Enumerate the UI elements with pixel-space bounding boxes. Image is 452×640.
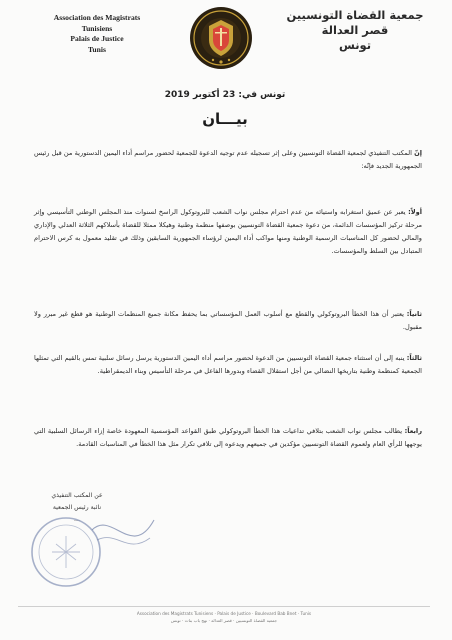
paragraph-lead: ثانياً: [406, 310, 422, 318]
paragraph-intro [34, 147, 422, 173]
signature-line: نائبة رئيس الجمعية [52, 504, 102, 511]
paragraph-second [34, 308, 422, 334]
header-ar-line: جمعية القضاة التونسيين [286, 8, 424, 22]
paragraph-fourth [34, 425, 422, 451]
footer-line: Association des Magistrats Tunisiens · Palais de Justice · Boulevard Bab Bnet · Tunis [136, 611, 312, 616]
paragraph-third [34, 352, 422, 378]
document-date: تونس في: 23 أكتوبر 2019 [164, 90, 286, 100]
paragraph-text: ينبه إلى أن استثناء جمعية القضاة التونسيين من الدعوة لحضور مراسم أداء اليمين الدستورية يرسل رسائل سلبية تمس بالقيم التي تمثلها الجمعية كمنظمة وطنية بتاريخها النضالي من أجل استقلال القضاء وبدورها الفاعل في مرحلة التأسيس وبناء الديمقراطية. [34, 354, 422, 375]
footer-divider [18, 606, 430, 607]
paragraph-text: يعبر عن عميق استغرابه واستيائه من عدم احترام مجلس نواب الشعب للبروتوكول الراسخ لسنوات منذ المجلس الوطني التأسيسي وإثر مرحلة تركيز المؤسسات الدائمة، من دعوة جمعية القضاة التونسيين بوصفها منظمة وطنية وهيكلا ممثلا للقضاة بأسلاكهم الثلاثة العدلي والإداري والمالي لحضور كل المناسبات الرسمية الوطنية ومنها مواكب أداء اليمين لرؤساء الجمهورية السابقين وذلك في تقليد معمول به كرس الاحترام المتبادل بين السلط والمؤسسات. [34, 208, 422, 255]
header-ar-line: تونس [338, 38, 372, 52]
paragraph-text: المكتب التنفيذي لجمعية القضاة التونسيين وعلى إثر تسجيله عدم توجيه الدعوة للجمعية لحضور مراسم أداء اليمين الدستورية من قبل رئيس الجمهورية الجديد فإنّه: [34, 149, 422, 170]
official-stamp-icon [22, 500, 162, 595]
footer-line: جمعية القضاة التونسيين · قصر العدالة · نهج باب بنات · تونس [170, 618, 278, 623]
signature-line: عن المكتب التنفيذي [51, 492, 103, 499]
footer [18, 610, 430, 624]
association-logo-icon [189, 6, 253, 70]
signature-line: ... [74, 516, 80, 523]
paragraph-first [34, 206, 422, 258]
paragraph-lead: إنّ [414, 149, 422, 157]
header-french [42, 13, 152, 55]
header-fr-line: Tunis [88, 44, 106, 54]
header-fr-line: Association des Magistrats [53, 13, 141, 22]
paragraph-text: يطالب مجلس نواب الشعب بتلافي تداعيات هذا الخطأ البروتوكولي طبق القواعد المؤسسية المعهودة خاصة إزاء الرسائل السلبية التي يوجهها للرأي العام ولعموم القضاة التونسيين مؤكدين في جميعهم ويدعوه إلى تلافي تكرار مثل هذا الخطأ في المناسبات القادمة. [34, 427, 422, 448]
header-ar-line: قصر العدالة [321, 23, 389, 37]
paragraph-text: يعتبر أن هذا الخطأ البروتوكولي والقطع مع أسلوب العمل المؤسساتي بما يحفظ مكانة جميع المنظمات الوطنية هو قطع غير مبرر ولا مقبول. [34, 310, 422, 331]
paragraph-lead: ثالثاً: [406, 354, 422, 362]
header-arabic [280, 8, 430, 53]
header-fr-line: Tunisiens [81, 23, 113, 33]
paragraph-lead: أولاً: [408, 208, 422, 216]
header-fr-line: Palais de Justice [70, 34, 124, 43]
paragraph-lead: رابعاً: [404, 427, 422, 435]
document-title: بيـــان [202, 110, 248, 128]
